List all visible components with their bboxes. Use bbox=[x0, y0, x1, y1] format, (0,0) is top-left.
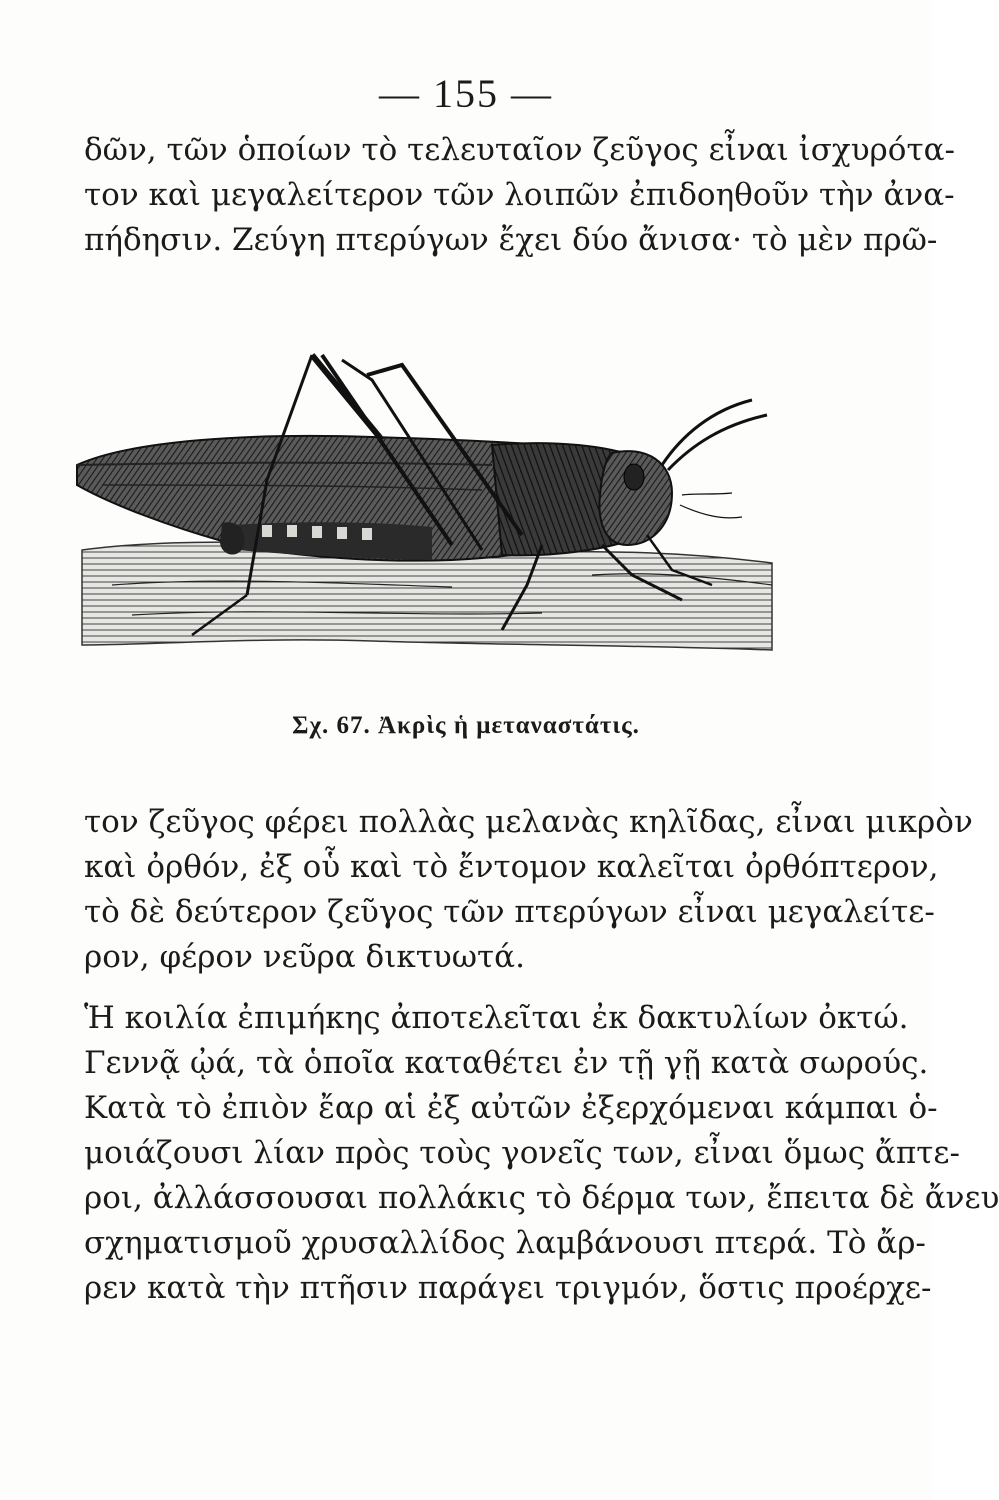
text-line: πήδησιν. Ζεύγη πτερύγων ἔχει δύο ἄνισα· τὸ μὲν πρῶ- bbox=[84, 222, 938, 258]
page-number: — 155 — bbox=[379, 71, 553, 116]
text-line: ρον, φέρον νεῦρα δικτυωτά. bbox=[84, 939, 525, 975]
locust-body bbox=[77, 436, 672, 561]
figure-caption: Σχ. 67. Ἀκρὶς ἡ μεταναστάτις. bbox=[292, 712, 640, 739]
antennae bbox=[662, 400, 767, 518]
paragraph-mid bbox=[84, 800, 973, 980]
text-line: τὸ δὲ δεύτερον ζεῦγος τῶν πτερύγων εἶναι μεγαλείτε- bbox=[84, 894, 935, 930]
text-line: σχηματισμοῦ χρυσαλλίδος λαμβάνουσι πτερά. Τὸ ἄρ- bbox=[84, 1225, 926, 1261]
text-line: μοιάζουσι λίαν πρὸς τοὺς γονεῖς των, εἶναι ὅμως ἄπτε- bbox=[84, 1135, 960, 1171]
text-line: τον ζεῦγος φέρει πολλὰς μελανὰς κηλῖδας, εἶναι μικρὸν bbox=[84, 804, 973, 840]
text-line: τον καὶ μεγαλείτερον τῶν λοιπῶν ἐπιδοηθοῦν τὴν ἀνα- bbox=[84, 177, 955, 213]
text-line: Γεννᾷ ᾠά, τὰ ὁποῖα καταθέτει ἐν τῇ γῇ κατὰ σωρούς. bbox=[84, 1045, 929, 1081]
text-line: Κατὰ τὸ ἐπιὸν ἔαρ αἱ ἐξ αὐτῶν ἐξερχόμεναι κάμπαι ὁ- bbox=[84, 1090, 938, 1126]
text-line: δῶν, τῶν ὁποίων τὸ τελευταῖον ζεῦγος εἶναι ἰσχυρότα- bbox=[84, 132, 955, 168]
paragraph-bottom bbox=[84, 996, 999, 1311]
text-line: ροι, ἀλλάσσουσαι πολλάκις τὸ δέρμα των, ἔπειτα δὲ ἄνευ bbox=[84, 1180, 999, 1216]
text-line: καὶ ὀρθόν, ἐξ οὗ καὶ τὸ ἔντομον καλεῖται ὀρθόπτερον, bbox=[84, 849, 939, 885]
paragraph-top bbox=[84, 128, 955, 263]
locust-illustration bbox=[72, 345, 772, 665]
text-line: ρεν κατὰ τὴν πτῆσιν παράγει τριγμόν, ὅστις προέρχε- bbox=[84, 1270, 932, 1306]
text-line: Ἡ κοιλία ἐπιμήκης ἀποτελεῖται ἐκ δακτυλίων ὀκτώ. bbox=[84, 1000, 909, 1036]
